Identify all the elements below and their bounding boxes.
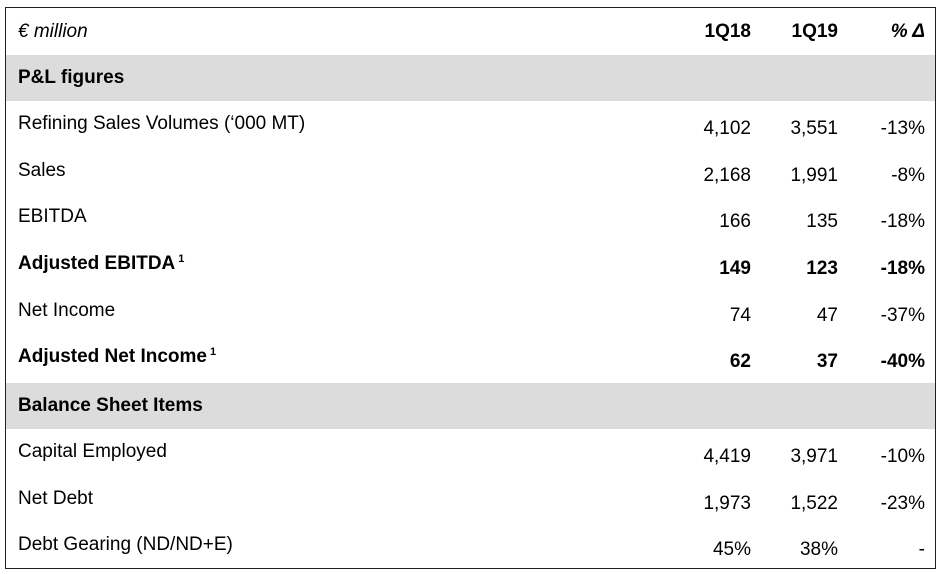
table-row — [6, 429, 935, 475]
table-row — [6, 522, 935, 568]
value-1q19: 37 — [816, 351, 838, 372]
value-1q19: 38% — [799, 539, 838, 560]
row-label: Sales — [18, 160, 66, 181]
section-header-pl — [6, 55, 935, 101]
value-1q18: 149 — [719, 258, 751, 279]
value-1q19: 1,522 — [790, 493, 838, 514]
table-row — [6, 241, 935, 287]
table-row — [6, 288, 935, 334]
table-row — [6, 334, 935, 380]
value-1q18: 4,419 — [703, 446, 751, 467]
value-change: -18% — [880, 258, 925, 279]
column-header-1q18: 1Q18 — [704, 21, 751, 42]
value-1q18: 62 — [729, 351, 751, 372]
section-title: Balance Sheet Items — [18, 395, 203, 416]
table-header-row — [6, 8, 935, 54]
value-1q19: 135 — [806, 211, 838, 232]
value-1q18: 2,168 — [703, 165, 751, 186]
value-change: -10% — [880, 446, 925, 467]
financial-table — [5, 7, 936, 569]
column-header-change: % Δ — [890, 21, 925, 42]
section-header-balance-sheet — [6, 383, 935, 429]
row-label: Adjusted Net Income $^1$ — [18, 346, 217, 367]
value-1q18: 74 — [729, 305, 751, 326]
row-label: Adjusted EBITDA $^1$ — [18, 253, 185, 274]
value-change: - — [918, 539, 925, 560]
column-header-1q19: 1Q19 — [791, 21, 838, 42]
row-label: Debt Gearing (ND/ND+E) — [18, 534, 233, 555]
row-label: Net Income — [18, 300, 116, 321]
value-change: -37% — [880, 305, 925, 326]
value-change: -13% — [880, 118, 925, 139]
value-change: -40% — [880, 351, 925, 372]
value-1q19: 3,551 — [790, 118, 838, 139]
table-row — [6, 476, 935, 522]
value-1q19: 47 — [816, 305, 838, 326]
table-row — [6, 148, 935, 194]
value-change: -23% — [880, 493, 925, 514]
section-title: P&L figures — [18, 67, 125, 88]
unit-label: € million — [18, 21, 88, 42]
value-change: -18% — [880, 211, 925, 232]
table-row — [6, 194, 935, 240]
row-label: Capital Employed — [18, 441, 167, 462]
table-row — [6, 101, 935, 147]
value-1q18: 4,102 — [703, 118, 751, 139]
value-change: -8% — [891, 165, 925, 186]
row-label: EBITDA — [18, 206, 87, 227]
value-1q18: 1,973 — [703, 493, 751, 514]
footnote-marker: 1 — [209, 346, 217, 358]
footnote-marker: 1 — [178, 253, 185, 265]
value-1q18: 166 — [719, 211, 751, 232]
value-1q19: 3,971 — [790, 446, 838, 467]
value-1q19: 123 — [806, 258, 838, 279]
value-1q19: 1,991 — [790, 165, 838, 186]
value-1q18: 45% — [712, 539, 751, 560]
row-label: Refining Sales Volumes (‘000 MT) — [18, 113, 306, 134]
row-label: Net Debt — [18, 488, 93, 509]
